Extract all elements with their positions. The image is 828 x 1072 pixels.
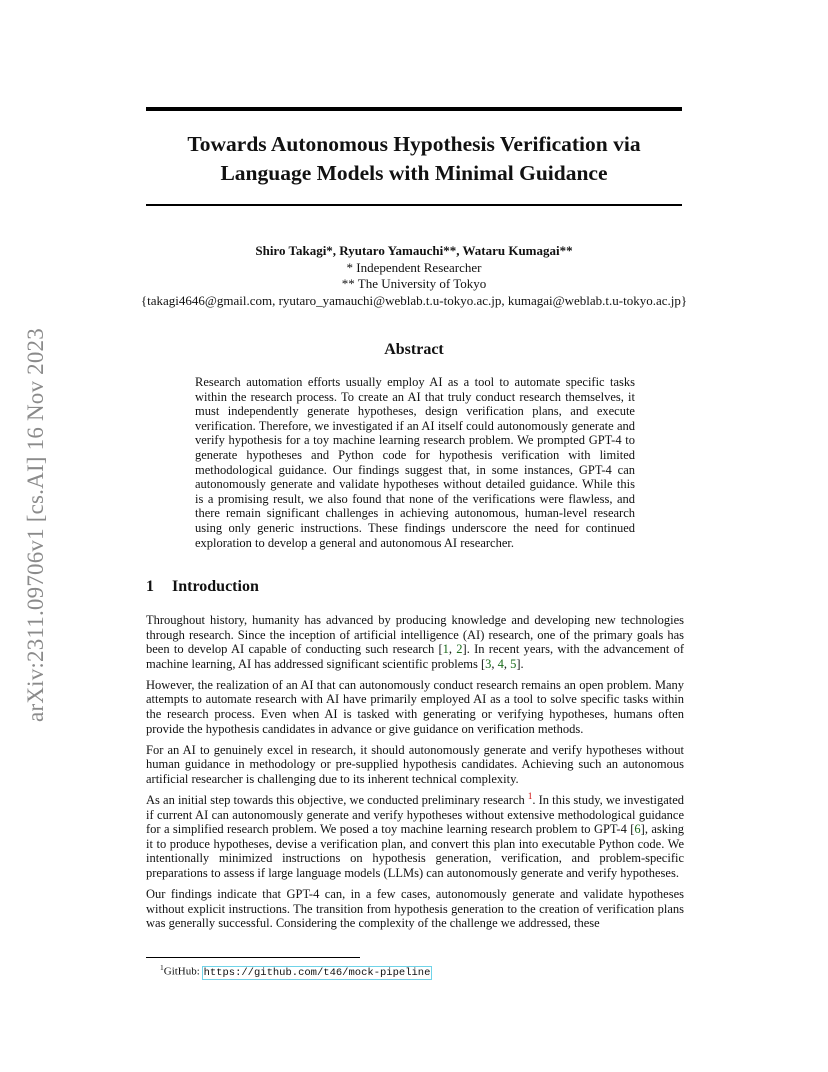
section-title: Introduction [172,578,259,595]
title-line-1: Towards Autonomous Hypothesis Verification via [187,132,641,156]
affiliation-1: * Independent Researcher [346,259,482,275]
paragraph-1: Throughout history, humanity has advanced by producing knowledge and developing new technologies through research. Since the inception of artificial intelligence (AI) research, one of the primary goals has been to develop AI capable of conducting such research [1, 2]. In recent years, with the advancement of machine learning, AI has addressed significant scientific problems [3, 4, 5]. [146,613,685,671]
title-line-2: Language Models with Minimal Guidance [220,161,608,185]
citation-link[interactable]: 2 [456,642,463,657]
paragraph-text: ]. In recent years, with the advancement of machine learning, AI has addressed significant scientific problems [ [146,642,685,671]
paragraph-text: Throughout history, humanity has advanced by producing knowledge and developing new technologies through research. Since the inception of artificial intelligence (AI) research, one of the primary goals has been to develop AI capable of conducting such research [ [146,613,684,657]
affiliation-2: ** The University of Tokyo [341,276,487,291]
paragraph-text: ], asking it to produce hypotheses, devise a verification plan, and convert this plan into executable Python code. We intentionally minimized instructions on hypothesis generation, verification, and problem-specific preparations to assess if large language models (LLMs) can autonomously generate and verify hypotheses. [146,822,684,880]
citation-link[interactable]: 1 [442,642,449,657]
citation-link[interactable]: 5 [510,656,517,671]
paper-title [146,130,682,188]
section-heading [146,578,259,596]
title-bottom-rule [146,204,682,206]
intro-body [146,613,684,937]
paragraph-4 [146,790,685,881]
github-link[interactable]: https://github.com/t46/mock-pipeline [203,966,431,979]
section-number: 1 [146,578,154,595]
paragraph-2: However, the realization of an AI that can autonomously conduct research remains an open problem. Many attempts to automate research with AI have primarily employed AI as a tool to solve specific tasks within the research process. Even when AI is tasked with generating or verifying hypotheses, humans often provide the hypothesis candidates in advance or give guidance on verification methods. [146,677,684,736]
citation-link[interactable]: 3 [485,656,492,671]
citation-link[interactable]: 6 [634,822,641,837]
footnote-rule [146,957,360,958]
paragraph-text: ]. [516,656,524,671]
citation-link[interactable]: 4 [497,656,504,671]
arxiv-identifier: arXiv:2311.09706v1 [cs.AI] 16 Nov 2023 [23,328,48,722]
arxiv-sidebar [20,290,52,760]
author-block [100,243,728,309]
abstract-heading: Abstract [384,341,444,358]
paragraph-5: Our findings indicate that GPT-4 can, in a few cases, autonomously generate and validate hypotheses without explicit instructions. The transition from hypothesis generation to the creation of verification plans was generally successful. Considering the complexity of the challenge we addressed, these [146,887,684,931]
paragraph-text: As an initial step towards this objective, we conducted preliminary research [146,793,525,808]
footnote-mark: 1 [160,963,164,972]
author-emails: {takagi4646@gmail.com, ryutaro_yamauchi@weblab.t.u-tokyo.ac.jp, kumagai@weblab.t.u-tokyo.ac.jp} [140,292,688,308]
title-top-rule [146,107,682,111]
abstract-text: Research automation efforts usually employ AI as a tool to automate specific tasks within the research process. To create an AI that truly conduct research themselves, it must independently generate hypotheses, design verification plans, and execute verification. Therefore, we investigated if an AI itself could autonomously generate and verify hypothesis for a toy machine learning research problem. We prompted GPT-4 to generate hypotheses and Python code for hypothesis verification with limited methodological guidance. Our findings suggest that, in some instances, GPT-4 can autonomously generate and validate hypotheses without detailed guidance. While this is a promising result, we also found that none of the verifications were flawless, and there remain significant challenges in achieving autonomous, human-level research using only generic instructions. These findings underscore the need for continued exploration to develop a general and autonomous AI researcher. [195,375,635,550]
author-names: Shiro Takagi*, Ryutaro Yamauchi**, Wataru Kumagai** [255,243,573,258]
footnote [160,961,431,980]
footnote-reference[interactable]: 1 [527,790,533,801]
paragraph-3: For an AI to genuinely excel in research, it should autonomously generate and verify hypotheses without human guidance in methodology or pre-supplied hypothesis candidates. Achieving such an autonomous artificial researcher is challenging due to its inherent technical complexity. [146,742,684,786]
paragraph-text: . In this study, we investigated if current AI can autonomously generate and verify hypotheses without extensive methodological guidance for a simplified research problem. We posed a toy machine learning research problem to GPT-4 [ [146,793,685,837]
footnote-label: GitHub: [163,965,203,978]
